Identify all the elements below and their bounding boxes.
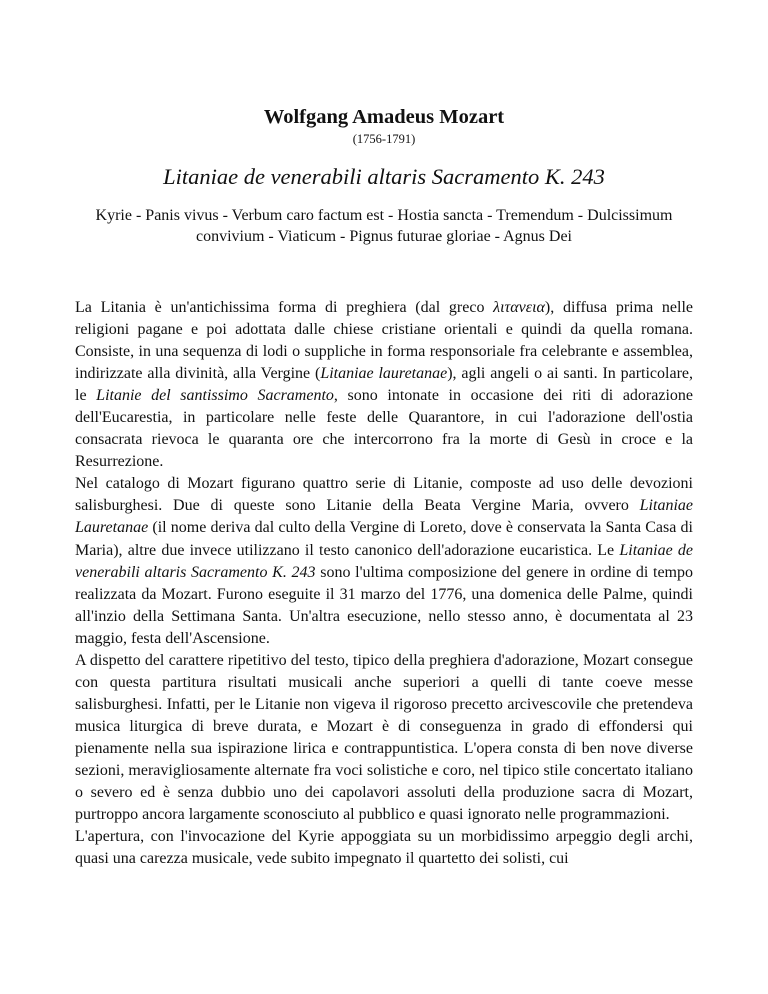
paragraph-analysis: A dispetto del carattere ripetitivo del testo, tipico della preghiera d'adorazione, Mozart consegue con questa partitura risultati musicali anche superiori a quelli di tante coeve messe salisburghesi. Infatti, per le Litanie non vigeva il rigoroso precetto arcivescovile che pretendeva musica liturgica di breve durata, e Mozart è di conseguenza in grado di effondersi qui pienamente nella sua ispirazione lirica e contrappuntistica. L'opera consta di ben nove diverse sezioni, meravigliosamente alternate fra voci solistiche e coro, nel tipico stile concertato italiano o severo ed è senza dubbio uno dei capolavori assoluti della produzione sacra di Mozart, purtroppo ancora largamente sconosciuto al pubblico e quasi ignorato nelle programmazioni. — [75, 651, 693, 824]
greek-term: λιτανεια — [493, 299, 545, 316]
composer-dates: (1756-1791) — [352, 132, 416, 146]
article-body — [75, 297, 693, 870]
work-title: Litaniae de venerabili altaris Sacramento K. 243 — [163, 164, 605, 189]
paragraph-intro: La Litania è un'antichissima forma di preghiera (dal greco λιτανεια), diffusa prima nelle religioni pagane e poi adottata dalle chiese cristiane orientali e quindi da quella romana. Consiste, in una sequenza di lodi o suppliche in forma responsoriale fra celebrante e assemblea, indirizzate alla divinità, alla Vergine (Litaniae lauretanae), agli angeli o ai santi. In particolare, le Litanie del santissimo Sacramento, sono intonate in occasione dei riti di adorazione dell'Eucarestia, in particolare nelle feste delle Quarantore, in cui l'adorazione dell'ostia consacrata rievoca le quaranta ore che intercorrono fra la morte di Gesù in croce e la Resurrezione. — [75, 299, 694, 471]
paragraph-opening: L'apertura, con l'invocazione del Kyrie appoggiata su un morbidissimo arpeggio degli archi, quasi una carezza musicale, vede subito impegnato il quartetto dei solisti, cui — [75, 828, 693, 868]
composer-name: Wolfgang Amadeus Mozart — [263, 106, 505, 128]
italic-term: Litaniae Lauretanae — [75, 497, 693, 537]
italic-term: Litaniae lauretanae — [320, 365, 448, 383]
movement-list: Kyrie - Panis vivus - Verbum caro factum est - Hostia sancta - Tremendum - Dulcissimum convivium - Viaticum - Pignus futurae gloriae - Agnus Dei — [95, 207, 673, 245]
paragraph-catalog: Nel catalogo di Mozart figurano quattro serie di Litanie, composte ad uso delle devozioni salisburghesi. Due di queste sono Litanie della Beata Vergine Maria, ovvero Litaniae Lauretanae (il nome deriva dal culto della Vergine di Loreto, dove è conservata la Santa Casa di Maria), altre due invece utilizzano il testo canonico dell'adorazione eucaristica. Le Litaniae de venerabili altaris Sacramento K. 243 sono l'ultima composizione del genere in ordine di tempo realizzata da Mozart. Furono eseguite il 31 marzo del 1776, una domenica delle Palme, quindi all'inzio della Settimana Santa. Un'altra esecuzione, nello stesso anno, è documentata al 23 maggio, festa dell'Ascensione. — [75, 475, 694, 647]
italic-term: Litanie del santissimo Sacramento — [96, 387, 334, 405]
italic-work-title: Litaniae de venerabili altaris Sacramento K. 243 — [75, 541, 694, 581]
